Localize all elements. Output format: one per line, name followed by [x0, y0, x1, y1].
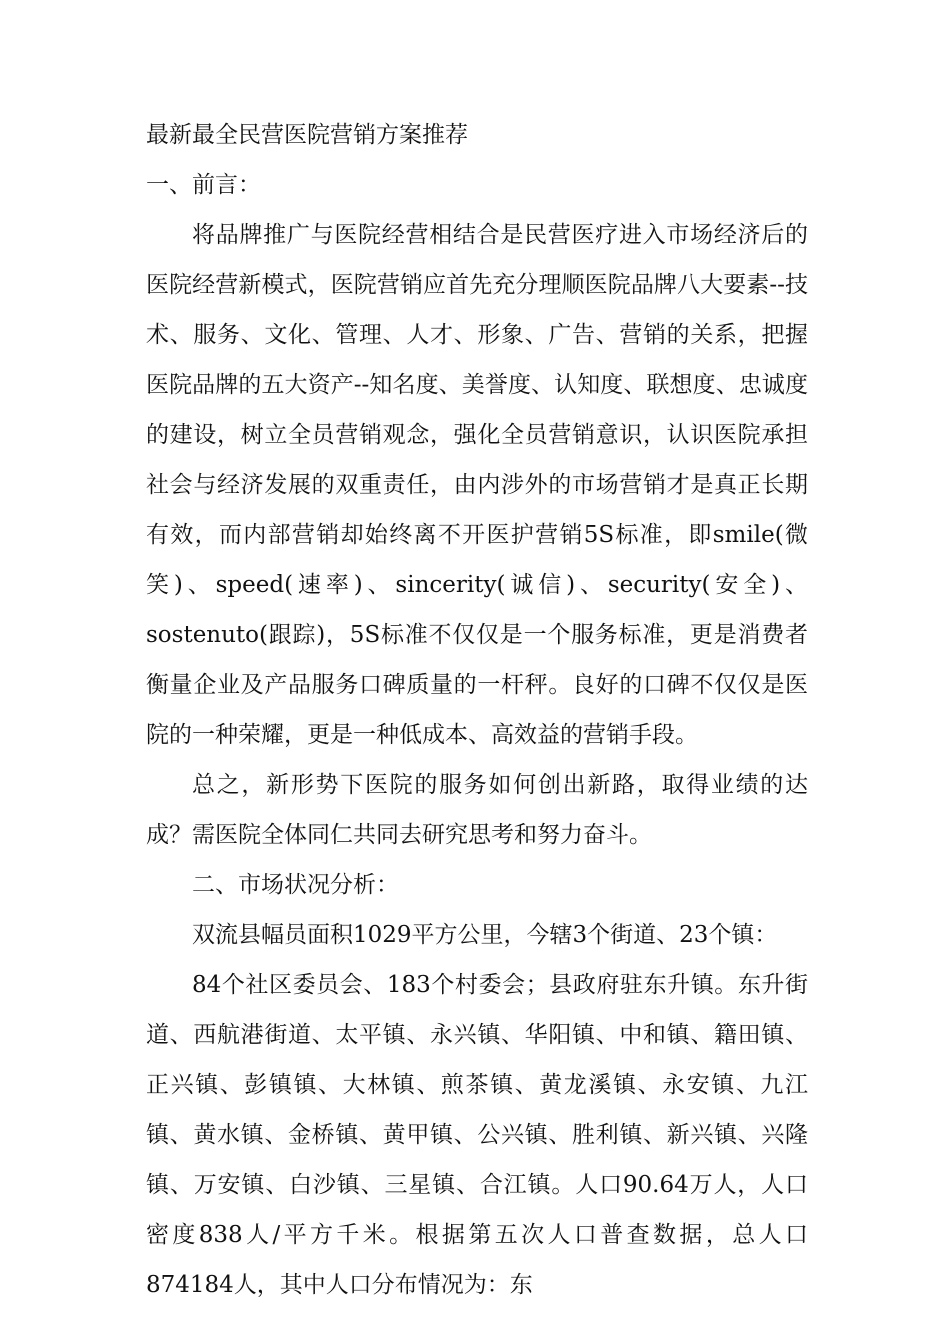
paragraph-preface-1: 将品牌推广与医院经营相结合是民营医疗进入市场经济后的医院经营新模式，医院营销应首先充分理顺医院品牌八大要素--技术、服务、文化、管理、人才、形象、广告、营销的关系，把握医院品牌的五大资产--知名度、美誉度、认知度、联想度、忠诚度的建设，树立全员营销观念，强化全员营销意识，认识医院承担社会与经济发展的双重责任，由内涉外的市场营销才是真正长期有效，而内部营销却始终离不开医护营销5S标准，即smile(微笑)、speed(速率)、sincerity(诚信)、security(安全)、sostenuto(跟踪)，5S标准不仅仅是一个服务标准，更是消费者衡量企业及产品服务口碑质量的一杆秤。良好的口碑不仅仅是医院的一种荣耀，更是一种低成本、高效益的营销手段。: [146, 222, 808, 748]
section-heading-preface: 一、前言：: [146, 172, 261, 198]
document-title: 最新最全民营医院营销方案推荐: [146, 122, 468, 148]
paragraph-preface-2: 总之，新形势下医院的服务如何创出新路，取得业绩的达成？需医院全体同仁共同去研究思考和努力奋斗。: [146, 772, 808, 848]
paragraph-market-1: 双流县幅员面积1029平方公里，今辖3个街道、23个镇：: [192, 922, 778, 948]
section-heading-market: 二、市场状况分析：: [192, 872, 399, 898]
paragraph-market-2: 84个社区委员会、183个村委会；县政府驻东升镇。东升街道、西航港街道、太平镇、永兴镇、华阳镇、中和镇、籍田镇、正兴镇、彭镇镇、大林镇、煎茶镇、黄龙溪镇、永安镇、九江镇、黄水镇、金桥镇、黄甲镇、公兴镇、胜利镇、新兴镇、兴隆镇、万安镇、白沙镇、三星镇、合江镇。人口90.64万人，人口密度838人/平方千米。根据第五次人口普查数据，总人口874184人，其中人口分布情况为：东: [146, 972, 808, 1298]
document-body: [146, 110, 808, 1310]
